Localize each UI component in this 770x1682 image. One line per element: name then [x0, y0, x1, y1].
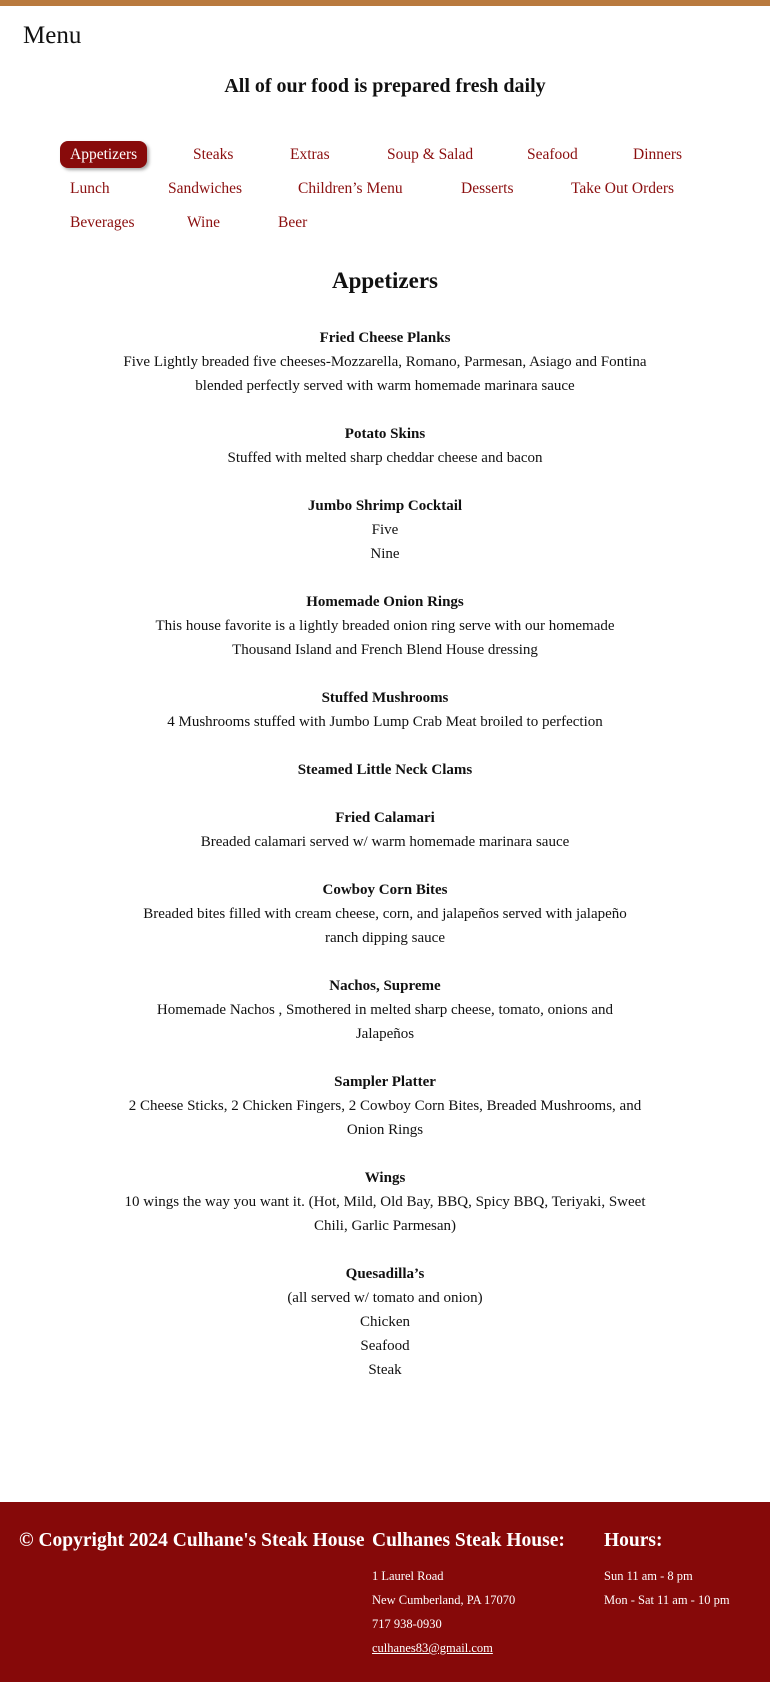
tab-beer[interactable]: Beer [278, 214, 308, 231]
item-name: Sampler Platter [334, 1074, 436, 1090]
menu-item [120, 806, 650, 854]
item-name: Nachos, Supreme [329, 978, 441, 994]
menu-items-list [120, 326, 650, 1406]
item-description: Onion Rings [346, 1122, 424, 1138]
item-name: Cowboy Corn Bites [322, 882, 448, 898]
section-title: Appetizers [331, 268, 439, 293]
hours-heading: Hours: [604, 1530, 663, 1551]
tab-desserts[interactable]: Desserts [461, 180, 514, 197]
item-description: Stuffed with melted sharp cheddar cheese and bacon [227, 450, 543, 466]
item-option: Chicken [360, 1314, 410, 1330]
tab-sandwiches[interactable]: Sandwiches [168, 180, 243, 197]
menu-item [120, 878, 650, 950]
item-name: Fried Calamari [335, 810, 435, 826]
tab-lunch[interactable]: Lunch [70, 180, 110, 197]
item-description: Homemade Nachos , Smothered in melted sharp cheese, tomato, onions and [156, 1002, 614, 1018]
menu-item [120, 1070, 650, 1142]
menu-item [120, 974, 650, 1046]
phone-number: 717 938-0930 [372, 1617, 442, 1631]
item-option: Steak [368, 1362, 402, 1378]
tab-childrens-menu[interactable]: Children’s Menu [298, 180, 403, 197]
email-link[interactable]: culhanes83@gmail.com [372, 1641, 493, 1655]
item-description: (all served w/ tomato and onion) [287, 1290, 483, 1306]
item-name: Steamed Little Neck Clams [297, 762, 473, 778]
item-description: 10 wings the way you want it. (Hot, Mild, Old Bay, BBQ, Spicy BBQ, Teriyaki, Sweet [124, 1194, 646, 1210]
tab-take-out-orders[interactable]: Take Out Orders [571, 180, 675, 197]
tab-extras[interactable]: Extras [290, 146, 330, 163]
menu-item [120, 1166, 650, 1238]
item-description: Breaded calamari served w/ warm homemade marinara sauce [200, 834, 570, 850]
item-description: blended perfectly served with warm homemade marinara sauce [195, 378, 575, 394]
site-footer [0, 1502, 770, 1682]
item-option: Five [371, 522, 399, 538]
item-name: Jumbo Shrimp Cocktail [307, 498, 463, 514]
top-accent-bar [0, 0, 770, 6]
tab-dinners[interactable]: Dinners [633, 146, 683, 163]
menu-tagline: All of our food is prepared fresh daily [224, 75, 546, 97]
item-description: This house favorite is a lightly breaded onion ring serve with our homemade [155, 618, 615, 634]
item-description: 2 Cheese Sticks, 2 Chicken Fingers, 2 Cowboy Corn Bites, Breaded Mushrooms, and [128, 1098, 642, 1114]
item-name: Quesadilla’s [345, 1266, 425, 1282]
tab-beverages[interactable]: Beverages [70, 214, 135, 231]
hours-sunday: Sun 11 am - 8 pm [604, 1569, 693, 1583]
tab-steaks[interactable]: Steaks [193, 146, 234, 163]
address-block [372, 1564, 515, 1660]
item-description: Five Lightly breaded five cheeses-Mozzarella, Romano, Parmesan, Asiago and Fontina [123, 354, 647, 370]
address-heading: Culhanes Steak House: [372, 1530, 565, 1551]
address-street: 1 Laurel Road [372, 1569, 444, 1583]
tab-seafood[interactable]: Seafood [527, 146, 578, 163]
item-name: Potato Skins [344, 426, 426, 442]
hours-block [604, 1564, 730, 1612]
item-description: Breaded bites filled with cream cheese, corn, and jalapeños served with jalapeño [143, 906, 627, 922]
item-description: Thousand Island and French Blend House dressing [232, 642, 538, 658]
menu-item [120, 422, 650, 470]
item-description: Chili, Garlic Parmesan) [313, 1218, 457, 1234]
item-name: Stuffed Mushrooms [321, 690, 449, 706]
hours-weekdays: Mon - Sat 11 am - 10 pm [604, 1593, 730, 1607]
menu-item [120, 590, 650, 662]
tab-appetizers[interactable]: Appetizers [60, 141, 147, 168]
item-description: 4 Mushrooms stuffed with Jumbo Lump Crab Meat broiled to perfection [167, 714, 603, 730]
tab-wine[interactable]: Wine [187, 214, 220, 231]
menu-item [120, 326, 650, 398]
menu-item [120, 686, 650, 734]
page-title: Menu [23, 22, 82, 49]
menu-item [120, 758, 650, 782]
copyright-text: © Copyright 2024 Culhane's Steak House [19, 1530, 365, 1551]
item-option: Seafood [360, 1338, 410, 1354]
menu-item [120, 494, 650, 566]
item-name: Fried Cheese Planks [319, 330, 451, 346]
tab-soup-salad[interactable]: Soup & Salad [387, 146, 474, 163]
item-description: ranch dipping sauce [325, 930, 445, 946]
address-city: New Cumberland, PA 17070 [372, 1593, 516, 1607]
item-description: Jalapeños [355, 1026, 415, 1042]
item-name: Wings [364, 1170, 406, 1186]
item-option: Nine [370, 546, 400, 562]
item-name: Homemade Onion Rings [306, 594, 464, 610]
menu-item [120, 1262, 650, 1382]
